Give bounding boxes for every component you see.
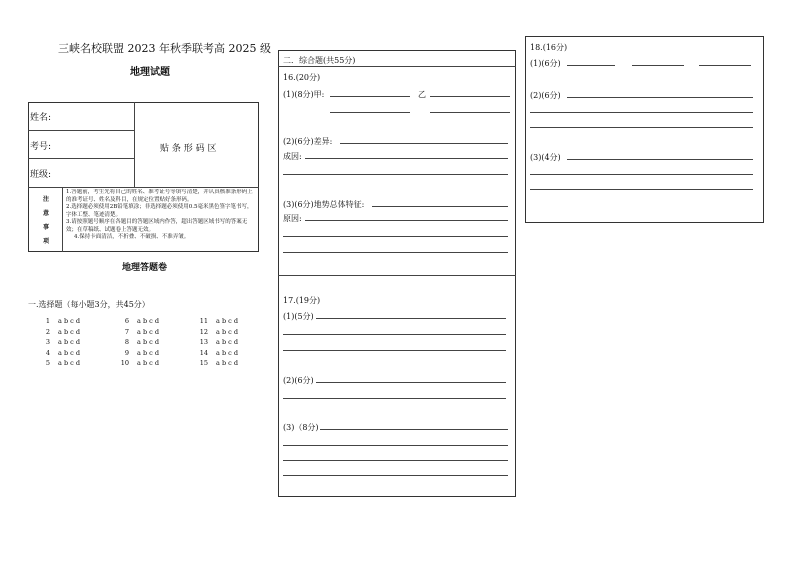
- class-label: 班级:: [30, 170, 52, 180]
- choice-row[interactable]: 15 a b c d: [199, 359, 239, 367]
- q18-part2-answer-c[interactable]: [530, 127, 753, 128]
- q17-part2-answer-b[interactable]: [283, 398, 506, 399]
- q16-part1-label: (1)(8分)甲:: [283, 90, 325, 99]
- exam-title: 三峡名校联盟 2023 年秋季联考高 2025 级: [58, 42, 271, 55]
- q16-part1-answer-d[interactable]: [430, 112, 510, 113]
- q16-part1-label-b: 乙: [418, 90, 426, 99]
- q16-part3-answer-b[interactable]: [305, 220, 508, 221]
- q16-part2-label: (2)(6分)差异:: [283, 137, 333, 146]
- q18-part2-answer-b[interactable]: [530, 112, 753, 113]
- choice-row[interactable]: 4 a b c d: [45, 348, 81, 357]
- q18-part3-answer-c[interactable]: [530, 189, 753, 190]
- q16-part1-answer-b[interactable]: [430, 96, 510, 97]
- section2-heading: 二．综合题(共55分): [283, 56, 356, 65]
- q16-part2-answer[interactable]: [340, 143, 508, 144]
- q18-part3-label: (3)(4分): [530, 153, 561, 162]
- q17-part3-answer-b[interactable]: [283, 445, 508, 446]
- choice-row[interactable]: 3 a b c d: [45, 338, 81, 346]
- q18-part2-label: (2)(6分): [530, 91, 561, 100]
- q17-part3-answer-c[interactable]: [283, 460, 508, 461]
- barcode-area: 贴 条 形 码 区: [160, 144, 217, 154]
- q17-part1-answer[interactable]: [316, 318, 506, 319]
- q17-part3-label: (3)（8分): [283, 423, 319, 432]
- q17-part3-answer[interactable]: [320, 429, 508, 430]
- q17-title: 17.(19分): [283, 296, 321, 305]
- exam-no-label: 考号:: [30, 142, 52, 152]
- name-label: 姓名:: [30, 113, 52, 123]
- subject-title: 地理试题: [130, 67, 170, 78]
- q16-part2-answer-b[interactable]: [305, 158, 508, 159]
- q16-part3-answer-c[interactable]: [283, 236, 508, 237]
- choice-row[interactable]: 12 a b c d: [199, 327, 239, 336]
- q17-part1-label: (1)(5分): [283, 312, 314, 321]
- q18-part1-answer-c[interactable]: [699, 65, 751, 66]
- q16-part3-label: (3)(6分)地势总体特征:: [283, 200, 365, 209]
- choice-heading: 一.选择题（每小题3分，共45分）: [28, 300, 150, 309]
- notice-label: 注 意 事 项: [42, 196, 49, 245]
- q18-title: 18.(16分): [530, 43, 568, 52]
- q16-part2-label-b: 成因:: [283, 152, 302, 161]
- q18-part1-answer-a[interactable]: [567, 65, 615, 66]
- q16-title: 16.(20分): [283, 73, 321, 82]
- notice-text: 1.答题前，考生先将自己的姓名、准考证号等填写清楚，并认真核准条形码上的准考证号、姓名及科目，在规定位置贴好条形码。 2.选择题必须使用2B铅笔填涂；非选择题必须使用0.5毫米黑色签字笔书写，字体工整、笔迹清楚。 3.请按照题号顺序在各题目的答题区域内作答，超出答题区域书写的答案无效；在草稿纸、试题卷上答题无效。 4.保持卡面清洁，不折叠、不破损、不准弄皱。: [66, 189, 253, 240]
- choice-row[interactable]: 7 a b c d: [124, 327, 160, 336]
- choice-row[interactable]: 8 a b c d: [124, 338, 160, 346]
- q17-part2-label: (2)(6分): [283, 376, 314, 385]
- q16-part3-answer[interactable]: [372, 206, 508, 207]
- q16-part2-answer-c[interactable]: [283, 174, 508, 175]
- q18-part2-answer[interactable]: [567, 97, 753, 98]
- answer-sheet-title: 地理答题卷: [122, 263, 168, 273]
- q18-part1-answer-b[interactable]: [632, 65, 684, 66]
- q17-part2-answer[interactable]: [316, 382, 506, 383]
- q18-part3-answer-b[interactable]: [530, 174, 753, 175]
- q16-part3-answer-d[interactable]: [283, 252, 508, 253]
- q18-part1-label: (1)(6分): [530, 59, 561, 68]
- q16-part1-answer-a[interactable]: [330, 96, 410, 97]
- choice-row[interactable]: 2 a b c d: [45, 327, 81, 336]
- choice-row[interactable]: 14 a b c d: [199, 348, 239, 357]
- q16-part3-label-b: 原因:: [283, 214, 302, 223]
- choice-row[interactable]: 6 a b c d: [124, 317, 160, 325]
- q17-part3-answer-d[interactable]: [283, 475, 508, 476]
- q17-part1-answer-c[interactable]: [283, 350, 506, 351]
- choice-row[interactable]: 11 a b c d: [199, 317, 239, 325]
- q16-part1-answer-c[interactable]: [330, 112, 410, 113]
- choice-row[interactable]: 13 a b c d: [199, 338, 239, 346]
- q17-part1-answer-b[interactable]: [283, 334, 506, 335]
- choice-row[interactable]: 1 a b c d: [45, 317, 81, 325]
- choice-row[interactable]: 9 a b c d: [124, 348, 160, 357]
- choice-row[interactable]: 10 a b c d: [120, 359, 160, 367]
- q18-part3-answer[interactable]: [567, 159, 753, 160]
- choice-row[interactable]: 5 a b c d: [45, 359, 81, 367]
